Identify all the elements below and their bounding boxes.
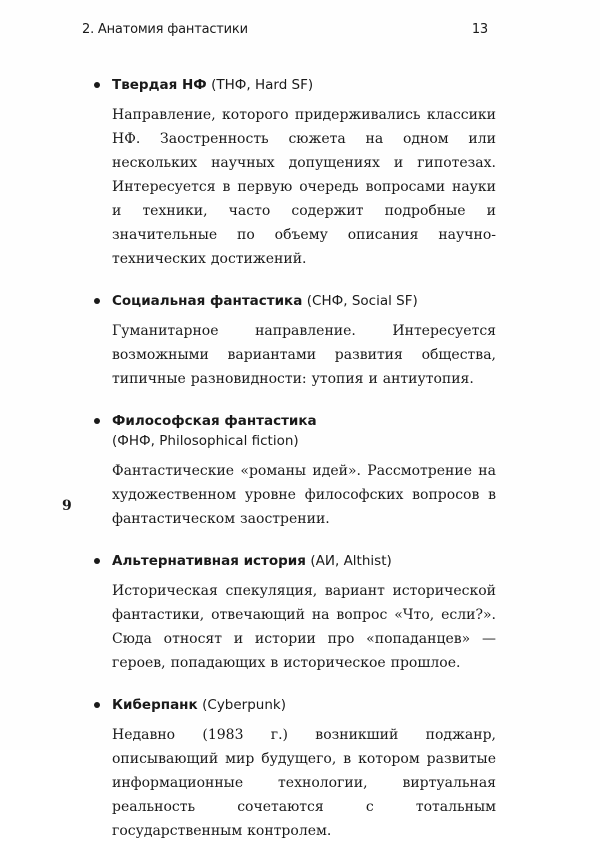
entry-term: Альтернативная история xyxy=(112,553,306,569)
entry-heading xyxy=(86,695,496,715)
entry-abbreviation: (АИ, Althist) xyxy=(310,553,392,569)
entry-abbreviation: (СНФ, Social SF) xyxy=(306,293,418,309)
entry-term: Философская фантастика xyxy=(112,413,317,429)
entry-abbreviation: (Cyberpunk) xyxy=(202,697,286,713)
entry-abbreviation: (ФНФ, Philosophical fiction) xyxy=(112,433,299,449)
entry-heading xyxy=(86,411,496,451)
bullet-icon xyxy=(94,298,100,304)
bullet-icon xyxy=(94,82,100,88)
chapter-title: 2. Анатомия фантастики xyxy=(82,22,248,37)
entry-hard-sf xyxy=(86,75,496,271)
entries-list xyxy=(86,75,496,863)
entry-heading xyxy=(86,291,496,311)
entry-cyberpunk xyxy=(86,695,496,843)
entry-description: Недавно (1983 г.) возникший поджанр, описывающий мир будущего, в котором развитые информационные технологии, виртуальная реальность сочетаются с тотальным государственным контролем. xyxy=(112,727,496,839)
margin-mark: 9 xyxy=(62,498,72,514)
entry-althist xyxy=(86,551,496,675)
entry-philosophical-fiction xyxy=(86,411,496,531)
running-head xyxy=(82,22,492,44)
bullet-icon xyxy=(94,558,100,564)
entry-description: Фантастические «романы идей». Рассмотрение на художественном уровне философских вопросов в фантастическом заострении. xyxy=(112,463,496,527)
entry-heading xyxy=(86,551,496,571)
entry-term: Социальная фантастика xyxy=(112,293,303,309)
entry-abbreviation: (ТНФ, Hard SF) xyxy=(211,77,314,93)
entry-description: Гуманитарное направление. Интересуется возможными вариантами развития общества, типичные разновидности: утопия и антиутопия. xyxy=(112,323,496,387)
entry-term: Киберпанк xyxy=(112,697,198,713)
page-number: 13 xyxy=(471,22,488,37)
bullet-icon xyxy=(94,418,100,424)
entry-description: Направление, которого придерживались классики НФ. Заостренность сюжета на одном или нескольких научных допущениях и гипотезах. Интересуется в первую очередь вопросами науки и техники, часто содержит подробные и значительные по объему описания научно-технических достижений. xyxy=(112,107,496,267)
bullet-icon xyxy=(94,702,100,708)
entry-heading xyxy=(86,75,496,95)
entry-term: Твердая НФ xyxy=(112,77,207,93)
entry-description: Историческая спекуляция, вариант исторической фантастики, отвечающий на вопрос «Что, если?». Сюда относят и истории про «попаданцев» — героев, попадающих в историческое прошлое. xyxy=(112,583,496,671)
entry-social-sf xyxy=(86,291,496,391)
